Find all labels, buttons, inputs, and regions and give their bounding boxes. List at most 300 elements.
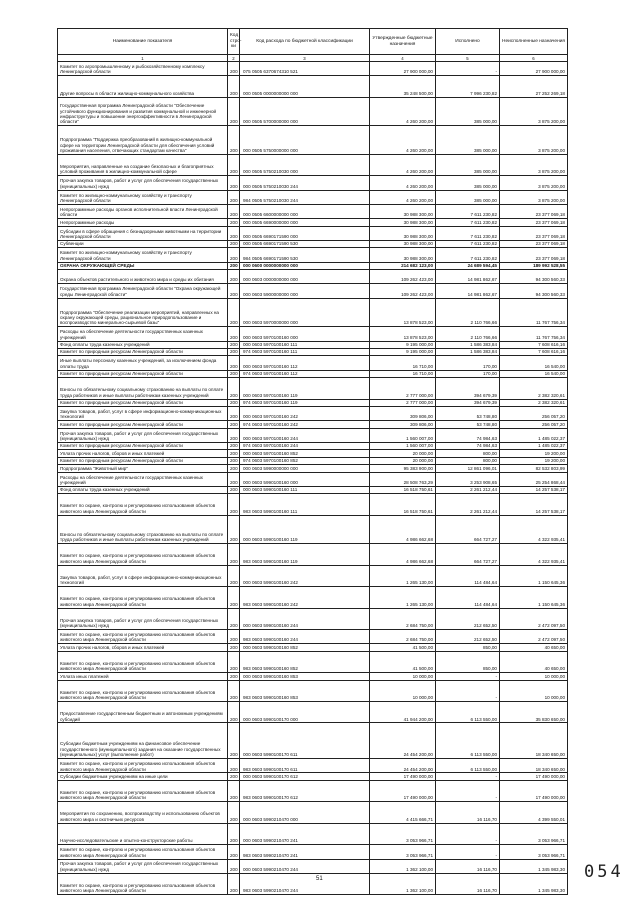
row-budget-code: 000 0505 6690000000 000: [240, 219, 370, 226]
col-header-approved: Утвержденные бюджетные назначения: [370, 29, 436, 55]
row-executed: 385 000,00: [436, 97, 500, 126]
sheet-stamp-number: 054: [584, 862, 624, 882]
row-approved: 10 000,00: [370, 680, 436, 701]
row-budget-code: 974 0603 5970100160 242: [240, 421, 370, 428]
row-budget-code: 000 0603 5990100160 000: [240, 472, 370, 486]
row-executed: 385 000,00: [436, 190, 500, 204]
row-approved: 2 777 000,00: [370, 378, 436, 399]
budget-execution-table: [57, 28, 568, 895]
table-row: [58, 587, 568, 608]
column-number: 5: [436, 55, 500, 62]
row-unexecuted: 11 767 756,34: [500, 327, 568, 341]
row-budget-code: 000 0603 5970100160 000: [240, 327, 370, 341]
table-row: [58, 544, 568, 565]
table-row: [58, 565, 568, 586]
row-line-code: 200: [228, 341, 240, 348]
row-line-code: 200: [228, 673, 240, 680]
row-budget-code: 000 0603 5970100160 242: [240, 406, 370, 420]
row-unexecuted: 3 875 200,00: [500, 126, 568, 155]
row-budget-code: 974 0603 5970100160 112: [240, 370, 370, 377]
row-name: Иные выплаты персоналу казенных учреждений, за исключением фонда оплаты труда: [58, 356, 228, 370]
row-unexecuted: 3 053 966,71: [500, 845, 568, 859]
table-row: [58, 262, 568, 269]
row-line-code: 200: [228, 76, 240, 97]
row-approved: 2 684 750,00: [370, 630, 436, 644]
row-budget-code: 983 0603 5990100170 612: [240, 780, 370, 801]
row-name: Комитет по природным ресурсам Ленинградской области: [58, 421, 228, 428]
row-budget-code: 000 0603 5970100160 119: [240, 378, 370, 399]
row-unexecuted: 256 057,20: [500, 421, 568, 428]
row-approved: 30 988 300,00: [370, 248, 436, 262]
table-row: [58, 421, 568, 428]
row-name: Расходы на обеспечение деятельности государственных казенных учреждений: [58, 472, 228, 486]
row-budget-code: 983 0603 5990100160 111: [240, 494, 370, 515]
table-row: [58, 176, 568, 190]
table-row: [58, 630, 568, 644]
row-executed: 114 484,64: [436, 565, 500, 586]
row-approved: 41 500,00: [370, 651, 436, 672]
row-line-code: 200: [228, 248, 240, 262]
row-line-code: 200: [228, 421, 240, 428]
column-number: 3: [240, 55, 370, 62]
row-unexecuted: 40 650,00: [500, 651, 568, 672]
row-name: Научно-исследовательские и опытно-конструкторские работы: [58, 823, 228, 844]
table-row: [58, 723, 568, 759]
row-approved: 9 195 000,00: [370, 341, 436, 348]
row-executed: 7 611 230,82: [436, 204, 500, 218]
table-row: [58, 219, 568, 226]
table-row: [58, 327, 568, 341]
row-line-code: 200: [228, 428, 240, 442]
row-unexecuted: 23 377 069,18: [500, 204, 568, 218]
table-row: [58, 873, 568, 894]
row-approved: 4 260 200,00: [370, 190, 436, 204]
row-budget-code: 983 0603 5990210470 244: [240, 873, 370, 894]
table-row: [58, 465, 568, 472]
row-line-code: 200: [228, 680, 240, 701]
table-body: [58, 62, 568, 895]
row-line-code: 200: [228, 270, 240, 284]
row-unexecuted: 2 382 320,61: [500, 399, 568, 406]
row-name: Закупка товаров, работ, услуг в сфере информационно-коммуникационных технологий: [58, 406, 228, 420]
row-executed: 53 748,80: [436, 406, 500, 420]
row-unexecuted: 40 650,00: [500, 644, 568, 651]
row-approved: 1 265 130,00: [370, 587, 436, 608]
row-budget-code: 000 0603 5990100170 000: [240, 702, 370, 723]
row-unexecuted: 10 000,00: [500, 680, 568, 701]
row-approved: 30 988 300,00: [370, 226, 436, 240]
row-executed: 7 611 230,82: [436, 219, 500, 226]
row-budget-code: 000 0603 5970100160 111: [240, 341, 370, 348]
row-name: Подпрограмма "Обеспечение реализации мероприятий, направленных на охрану окружающей среды, рациональное природопользование и воспроизводство минерально-сырьевой базы": [58, 298, 228, 327]
table-row: [58, 651, 568, 672]
table-row: [58, 190, 568, 204]
row-executed: 1 586 383,84: [436, 341, 500, 348]
row-name: Комитет по природным ресурсам Ленинградской области: [58, 442, 228, 449]
row-unexecuted: 18 340 650,00: [500, 759, 568, 773]
column-number-row: [58, 55, 568, 62]
row-executed: 114 484,64: [436, 587, 500, 608]
row-name: Взносы по обязательному социальному страхованию на выплаты по оплате труда работников и иные выплаты работникам казенных учреждений: [58, 515, 228, 544]
row-line-code: 200: [228, 565, 240, 586]
row-budget-code: 000 0603 5990000000 000: [240, 465, 370, 472]
row-unexecuted: 25 254 868,44: [500, 472, 568, 486]
row-unexecuted: 1 485 022,37: [500, 442, 568, 449]
row-line-code: 200: [228, 859, 240, 873]
row-budget-code: 000 0505 5750000000 000: [240, 126, 370, 155]
row-approved: 16 710,00: [370, 370, 436, 377]
row-line-code: 200: [228, 845, 240, 859]
col-header-budget-code: Код расхода по бюджетной классификации: [240, 29, 370, 55]
table-row: [58, 608, 568, 629]
row-name: Комитет по природным ресурсам Ленинградской области: [58, 370, 228, 377]
row-name: Комитет по природным ресурсам Ленинградской области: [58, 399, 228, 406]
row-approved: 30 988 300,00: [370, 219, 436, 226]
table-row: [58, 270, 568, 284]
row-line-code: 200: [228, 472, 240, 486]
row-approved: 30 988 300,00: [370, 240, 436, 247]
table-row: [58, 154, 568, 175]
row-line-code: 200: [228, 644, 240, 651]
row-executed: 2 261 212,44: [436, 486, 500, 493]
row-unexecuted: 14 257 538,17: [500, 486, 568, 493]
row-name: Комитет по природным ресурсам Ленинградской области: [58, 348, 228, 355]
row-approved: 30 988 300,00: [370, 204, 436, 218]
row-approved: 1 362 100,00: [370, 859, 436, 873]
row-executed: 3 253 908,65: [436, 472, 500, 486]
table-row: [58, 356, 568, 370]
table-row: [58, 802, 568, 823]
row-line-code: 200: [228, 126, 240, 155]
row-name: Подпрограмма "Поддержка преобразований в жилищно-коммунальной сфере на территории Ленинградской области для обеспечения условий проживания населения, отвечающих стандартам качества": [58, 126, 228, 155]
row-name: Охрана объектов растительного и животного мира и среды их обитания: [58, 270, 228, 284]
row-executed: 74 984,63: [436, 442, 500, 449]
row-line-code: 200: [228, 378, 240, 399]
row-approved: 24 454 200,00: [370, 723, 436, 759]
row-approved: 95 383 900,00: [370, 465, 436, 472]
row-executed: 385 000,00: [436, 126, 500, 155]
row-line-code: 200: [228, 465, 240, 472]
row-budget-code: 000 0603 5990100160 242: [240, 565, 370, 586]
row-name: Комитет по жилищно-коммунальному хозяйству и транспорту Ленинградской области: [58, 190, 228, 204]
table-row: [58, 76, 568, 97]
row-executed: 14 981 862,67: [436, 284, 500, 298]
row-executed: 7 611 230,82: [436, 240, 500, 247]
row-line-code: 200: [228, 97, 240, 126]
row-line-code: 200: [228, 226, 240, 240]
row-line-code: 200: [228, 356, 240, 370]
row-approved: 1 560 007,00: [370, 442, 436, 449]
row-approved: 4 986 662,68: [370, 515, 436, 544]
row-budget-code: 000 0603 5990100160 853: [240, 673, 370, 680]
row-executed: 394 679,39: [436, 399, 500, 406]
row-unexecuted: 19 200,00: [500, 450, 568, 457]
row-unexecuted: 1 345 983,30: [500, 859, 568, 873]
col-header-name: Наименование показателя: [58, 29, 228, 55]
row-approved: 2 777 000,00: [370, 399, 436, 406]
row-executed: 850,00: [436, 651, 500, 672]
col-header-code: Код стро-ки: [228, 29, 240, 55]
row-unexecuted: 94 300 560,33: [500, 284, 568, 298]
row-name: Комитет по охране, контролю и регулированию использования объектов животного мира Ленинградской области: [58, 680, 228, 701]
row-name: Прочая закупка товаров, работ и услуг для обеспечения государственных (муниципальных) нужд: [58, 608, 228, 629]
row-executed: 664 727,27: [436, 544, 500, 565]
row-budget-code: 000 0505 6600000000 000: [240, 204, 370, 218]
row-budget-code: 000 0505 6690171590 000: [240, 226, 370, 240]
row-unexecuted: 14 257 538,17: [500, 494, 568, 515]
row-name: Комитет по охране, контролю и регулированию использования объектов животного мира Ленинградской области: [58, 494, 228, 515]
row-unexecuted: 11 767 756,34: [500, 298, 568, 327]
row-name: Комитет по жилищно-коммунальному хозяйству и транспорту Ленинградской области: [58, 248, 228, 262]
table-row: [58, 62, 568, 76]
table-row: [58, 341, 568, 348]
col-header-executed: Исполнено: [436, 29, 500, 55]
row-budget-code: 000 0505 5750210030 000: [240, 154, 370, 175]
row-line-code: 200: [228, 219, 240, 226]
table-row: [58, 378, 568, 399]
row-unexecuted: 4 322 935,41: [500, 515, 568, 544]
table-row: [58, 486, 568, 493]
row-name: Другие вопросы в области жилищно-коммунального хозяйства: [58, 76, 228, 97]
row-unexecuted: 16 540,00: [500, 356, 568, 370]
row-executed: -: [436, 823, 500, 844]
row-line-code: 200: [228, 190, 240, 204]
row-executed: 6 113 550,00: [436, 702, 500, 723]
row-approved: 3 053 966,71: [370, 845, 436, 859]
row-unexecuted: 94 300 560,33: [500, 270, 568, 284]
row-executed: -: [436, 773, 500, 780]
row-line-code: 200: [228, 823, 240, 844]
table-row: [58, 226, 568, 240]
row-budget-code: 000 0603 5990210470 000: [240, 802, 370, 823]
row-executed: 385 000,00: [436, 154, 500, 175]
row-unexecuted: 2 382 320,61: [500, 378, 568, 399]
row-line-code: 200: [228, 515, 240, 544]
row-budget-code: 974 0603 5970100160 852: [240, 457, 370, 464]
row-unexecuted: 27 900 000,00: [500, 62, 568, 76]
row-approved: 16 710,00: [370, 356, 436, 370]
row-line-code: 200: [228, 406, 240, 420]
row-line-code: 200: [228, 802, 240, 823]
row-executed: 2 110 766,66: [436, 298, 500, 327]
row-line-code: 200: [228, 723, 240, 759]
row-name: Комитет по охране, контролю и регулированию использования объектов животного мира Ленинградской области: [58, 544, 228, 565]
row-line-code: 200: [228, 176, 240, 190]
row-line-code: 200: [228, 62, 240, 76]
table-row: [58, 859, 568, 873]
row-executed: 24 689 594,45: [436, 262, 500, 269]
row-approved: 4 415 666,71: [370, 802, 436, 823]
table-row: [58, 845, 568, 859]
row-budget-code: 000 0505 5700000000 000: [240, 97, 370, 126]
row-budget-code: 974 0603 5970100160 119: [240, 399, 370, 406]
row-executed: 14 981 862,67: [436, 270, 500, 284]
row-executed: 16 116,70: [436, 859, 500, 873]
row-approved: 309 806,00: [370, 421, 436, 428]
row-budget-code: 000 0603 5990100170 611: [240, 723, 370, 759]
row-unexecuted: 4 399 550,01: [500, 802, 568, 823]
row-approved: 41 500,00: [370, 644, 436, 651]
row-approved: 13 878 523,00: [370, 327, 436, 341]
row-budget-code: 983 0603 5990100170 611: [240, 759, 370, 773]
row-budget-code: 000 0603 5990100160 244: [240, 608, 370, 629]
row-name: Мероприятия, направленные на создание безопасных и благоприятных условий проживания в жилищно-коммунальной сфере: [58, 154, 228, 175]
row-unexecuted: 7 608 616,16: [500, 341, 568, 348]
row-name: Субвенции: [58, 240, 228, 247]
table-row: [58, 240, 568, 247]
row-budget-code: 974 0603 5970100160 111: [240, 348, 370, 355]
col-header-unexecuted: Неисполненные назначения: [500, 29, 568, 55]
row-executed: 800,00: [436, 457, 500, 464]
row-unexecuted: 27 252 269,18: [500, 76, 568, 97]
row-unexecuted: 3 875 200,00: [500, 97, 568, 126]
row-name: Непрограммные расходы: [58, 219, 228, 226]
table-row: [58, 759, 568, 773]
row-line-code: 200: [228, 486, 240, 493]
row-budget-code: 000 0600 0000000000 000: [240, 262, 370, 269]
row-name: Субсидии в сфере обращения с безнадзорными животными на территории Ленинградской области: [58, 226, 228, 240]
row-executed: 12 861 096,01: [436, 465, 500, 472]
row-name: Комитет по охране, контролю и регулированию использования объектов животного мира Ленинградской области: [58, 845, 228, 859]
row-approved: 20 000,00: [370, 457, 436, 464]
row-line-code: 200: [228, 442, 240, 449]
row-budget-code: 000 0603 5900000000 000: [240, 284, 370, 298]
header-row: [58, 29, 568, 55]
table-row: [58, 348, 568, 355]
row-line-code: 200: [228, 204, 240, 218]
row-approved: 24 454 200,00: [370, 759, 436, 773]
row-name: Комитет по охране, контролю и регулированию использования объектов животного мира Ленинградской области: [58, 630, 228, 644]
row-unexecuted: 4 322 935,41: [500, 544, 568, 565]
row-executed: 6 113 550,00: [436, 759, 500, 773]
row-approved: 10 000,00: [370, 673, 436, 680]
row-name: Уплата иных платежей: [58, 673, 228, 680]
table-row: [58, 823, 568, 844]
table-row: [58, 248, 568, 262]
table-row: [58, 450, 568, 457]
page-number: 51: [316, 876, 323, 882]
row-approved: 4 986 662,68: [370, 544, 436, 565]
row-name: Прочая закупка товаров, работ и услуг для обеспечения государственных (муниципальных) нужд: [58, 176, 228, 190]
row-budget-code: 000 0603 5990210470 241: [240, 823, 370, 844]
row-line-code: 200: [228, 630, 240, 644]
table-row: [58, 673, 568, 680]
row-executed: -: [436, 673, 500, 680]
table-row: [58, 204, 568, 218]
row-name: Комитет по охране, контролю и регулированию использования объектов животного мира Ленинградской области: [58, 780, 228, 801]
row-budget-code: 000 0603 5990100170 612: [240, 773, 370, 780]
row-name: Фонд оплаты труда казенных учреждений: [58, 486, 228, 493]
row-line-code: 200: [228, 494, 240, 515]
row-unexecuted: 19 200,00: [500, 457, 568, 464]
row-unexecuted: 1 150 645,36: [500, 587, 568, 608]
table-row: [58, 515, 568, 544]
row-unexecuted: 35 830 650,00: [500, 702, 568, 723]
row-line-code: 200: [228, 457, 240, 464]
row-name: Уплата прочих налогов, сборов и иных платежей: [58, 644, 228, 651]
row-executed: -: [436, 62, 500, 76]
table-row: [58, 644, 568, 651]
row-budget-code: 000 0603 5970100160 852: [240, 450, 370, 457]
row-budget-code: 000 0603 5990100160 111: [240, 486, 370, 493]
table-row: [58, 126, 568, 155]
row-executed: 170,00: [436, 356, 500, 370]
table-row: [58, 494, 568, 515]
row-budget-code: 983 0603 5990100160 852: [240, 651, 370, 672]
row-approved: 3 053 966,71: [370, 823, 436, 844]
row-budget-code: 000 0505 0000000000 000: [240, 76, 370, 97]
row-approved: 20 000,00: [370, 450, 436, 457]
row-approved: 35 248 500,00: [370, 76, 436, 97]
row-executed: 53 748,80: [436, 421, 500, 428]
row-unexecuted: 16 540,00: [500, 370, 568, 377]
row-unexecuted: 256 057,20: [500, 406, 568, 420]
row-name: Непрограммные расходы органов исполнительной власти Ленинградской области: [58, 204, 228, 218]
row-executed: 7 611 230,82: [436, 226, 500, 240]
row-name: Расходы на обеспечение деятельности государственных казенных учреждений: [58, 327, 228, 341]
row-line-code: 200: [228, 262, 240, 269]
table-row: [58, 702, 568, 723]
row-executed: 16 116,70: [436, 873, 500, 894]
row-name: Мероприятия по сохранению, воспроизводству и использованию объектов животного мира и охотничьих ресурсов: [58, 802, 228, 823]
row-budget-code: 000 0505 5750210030 244: [240, 176, 370, 190]
row-unexecuted: 23 377 069,18: [500, 240, 568, 247]
row-budget-code: 984 0505 5750210030 244: [240, 190, 370, 204]
table-row: [58, 780, 568, 801]
column-number: 1: [58, 55, 228, 62]
row-name: ОХРАНА ОКРУЖАЮЩЕЙ СРЕДЫ: [58, 262, 228, 269]
row-budget-code: 000 0603 5990100160 119: [240, 515, 370, 544]
row-executed: -: [436, 780, 500, 801]
row-approved: 41 944 200,00: [370, 702, 436, 723]
row-unexecuted: 1 150 645,36: [500, 565, 568, 586]
row-approved: 109 262 423,00: [370, 270, 436, 284]
row-executed: 212 652,50: [436, 630, 500, 644]
row-unexecuted: 18 340 650,00: [500, 723, 568, 759]
row-executed: 7 996 230,82: [436, 76, 500, 97]
row-unexecuted: 23 377 069,18: [500, 219, 568, 226]
row-line-code: 200: [228, 298, 240, 327]
row-executed: 170,00: [436, 370, 500, 377]
row-name: Предоставление государственным бюджетным и автономным учреждениям субсидий: [58, 702, 228, 723]
row-approved: 4 260 200,00: [370, 176, 436, 190]
row-executed: 6 113 550,00: [436, 723, 500, 759]
table-row: [58, 298, 568, 327]
row-unexecuted: 17 490 000,00: [500, 780, 568, 801]
table-row: [58, 442, 568, 449]
row-unexecuted: 1 485 022,37: [500, 428, 568, 442]
row-approved: 4 260 200,00: [370, 126, 436, 155]
row-name: Субсидии бюджетным учреждениям на финансовое обеспечение государственного (муниципального) задания на оказание государственных (муниципальных) услуг (выполнение работ): [58, 723, 228, 759]
row-line-code: 200: [228, 154, 240, 175]
row-budget-code: 983 0603 5990100160 119: [240, 544, 370, 565]
table-row: [58, 97, 568, 126]
row-line-code: 200: [228, 702, 240, 723]
row-unexecuted: 3 875 200,00: [500, 176, 568, 190]
row-line-code: 200: [228, 370, 240, 377]
row-budget-code: 000 0603 5990100160 852: [240, 644, 370, 651]
row-line-code: 200: [228, 544, 240, 565]
row-budget-code: 000 0505 6690171590 530: [240, 240, 370, 247]
row-line-code: 200: [228, 284, 240, 298]
row-line-code: 200: [228, 759, 240, 773]
row-executed: 2 110 766,66: [436, 327, 500, 341]
row-name: Подпрограмма "Животный мир": [58, 465, 228, 472]
table-row: [58, 406, 568, 420]
row-budget-code: 984 0505 6690171590 530: [240, 248, 370, 262]
column-number: 2: [228, 55, 240, 62]
row-approved: 1 265 130,00: [370, 565, 436, 586]
